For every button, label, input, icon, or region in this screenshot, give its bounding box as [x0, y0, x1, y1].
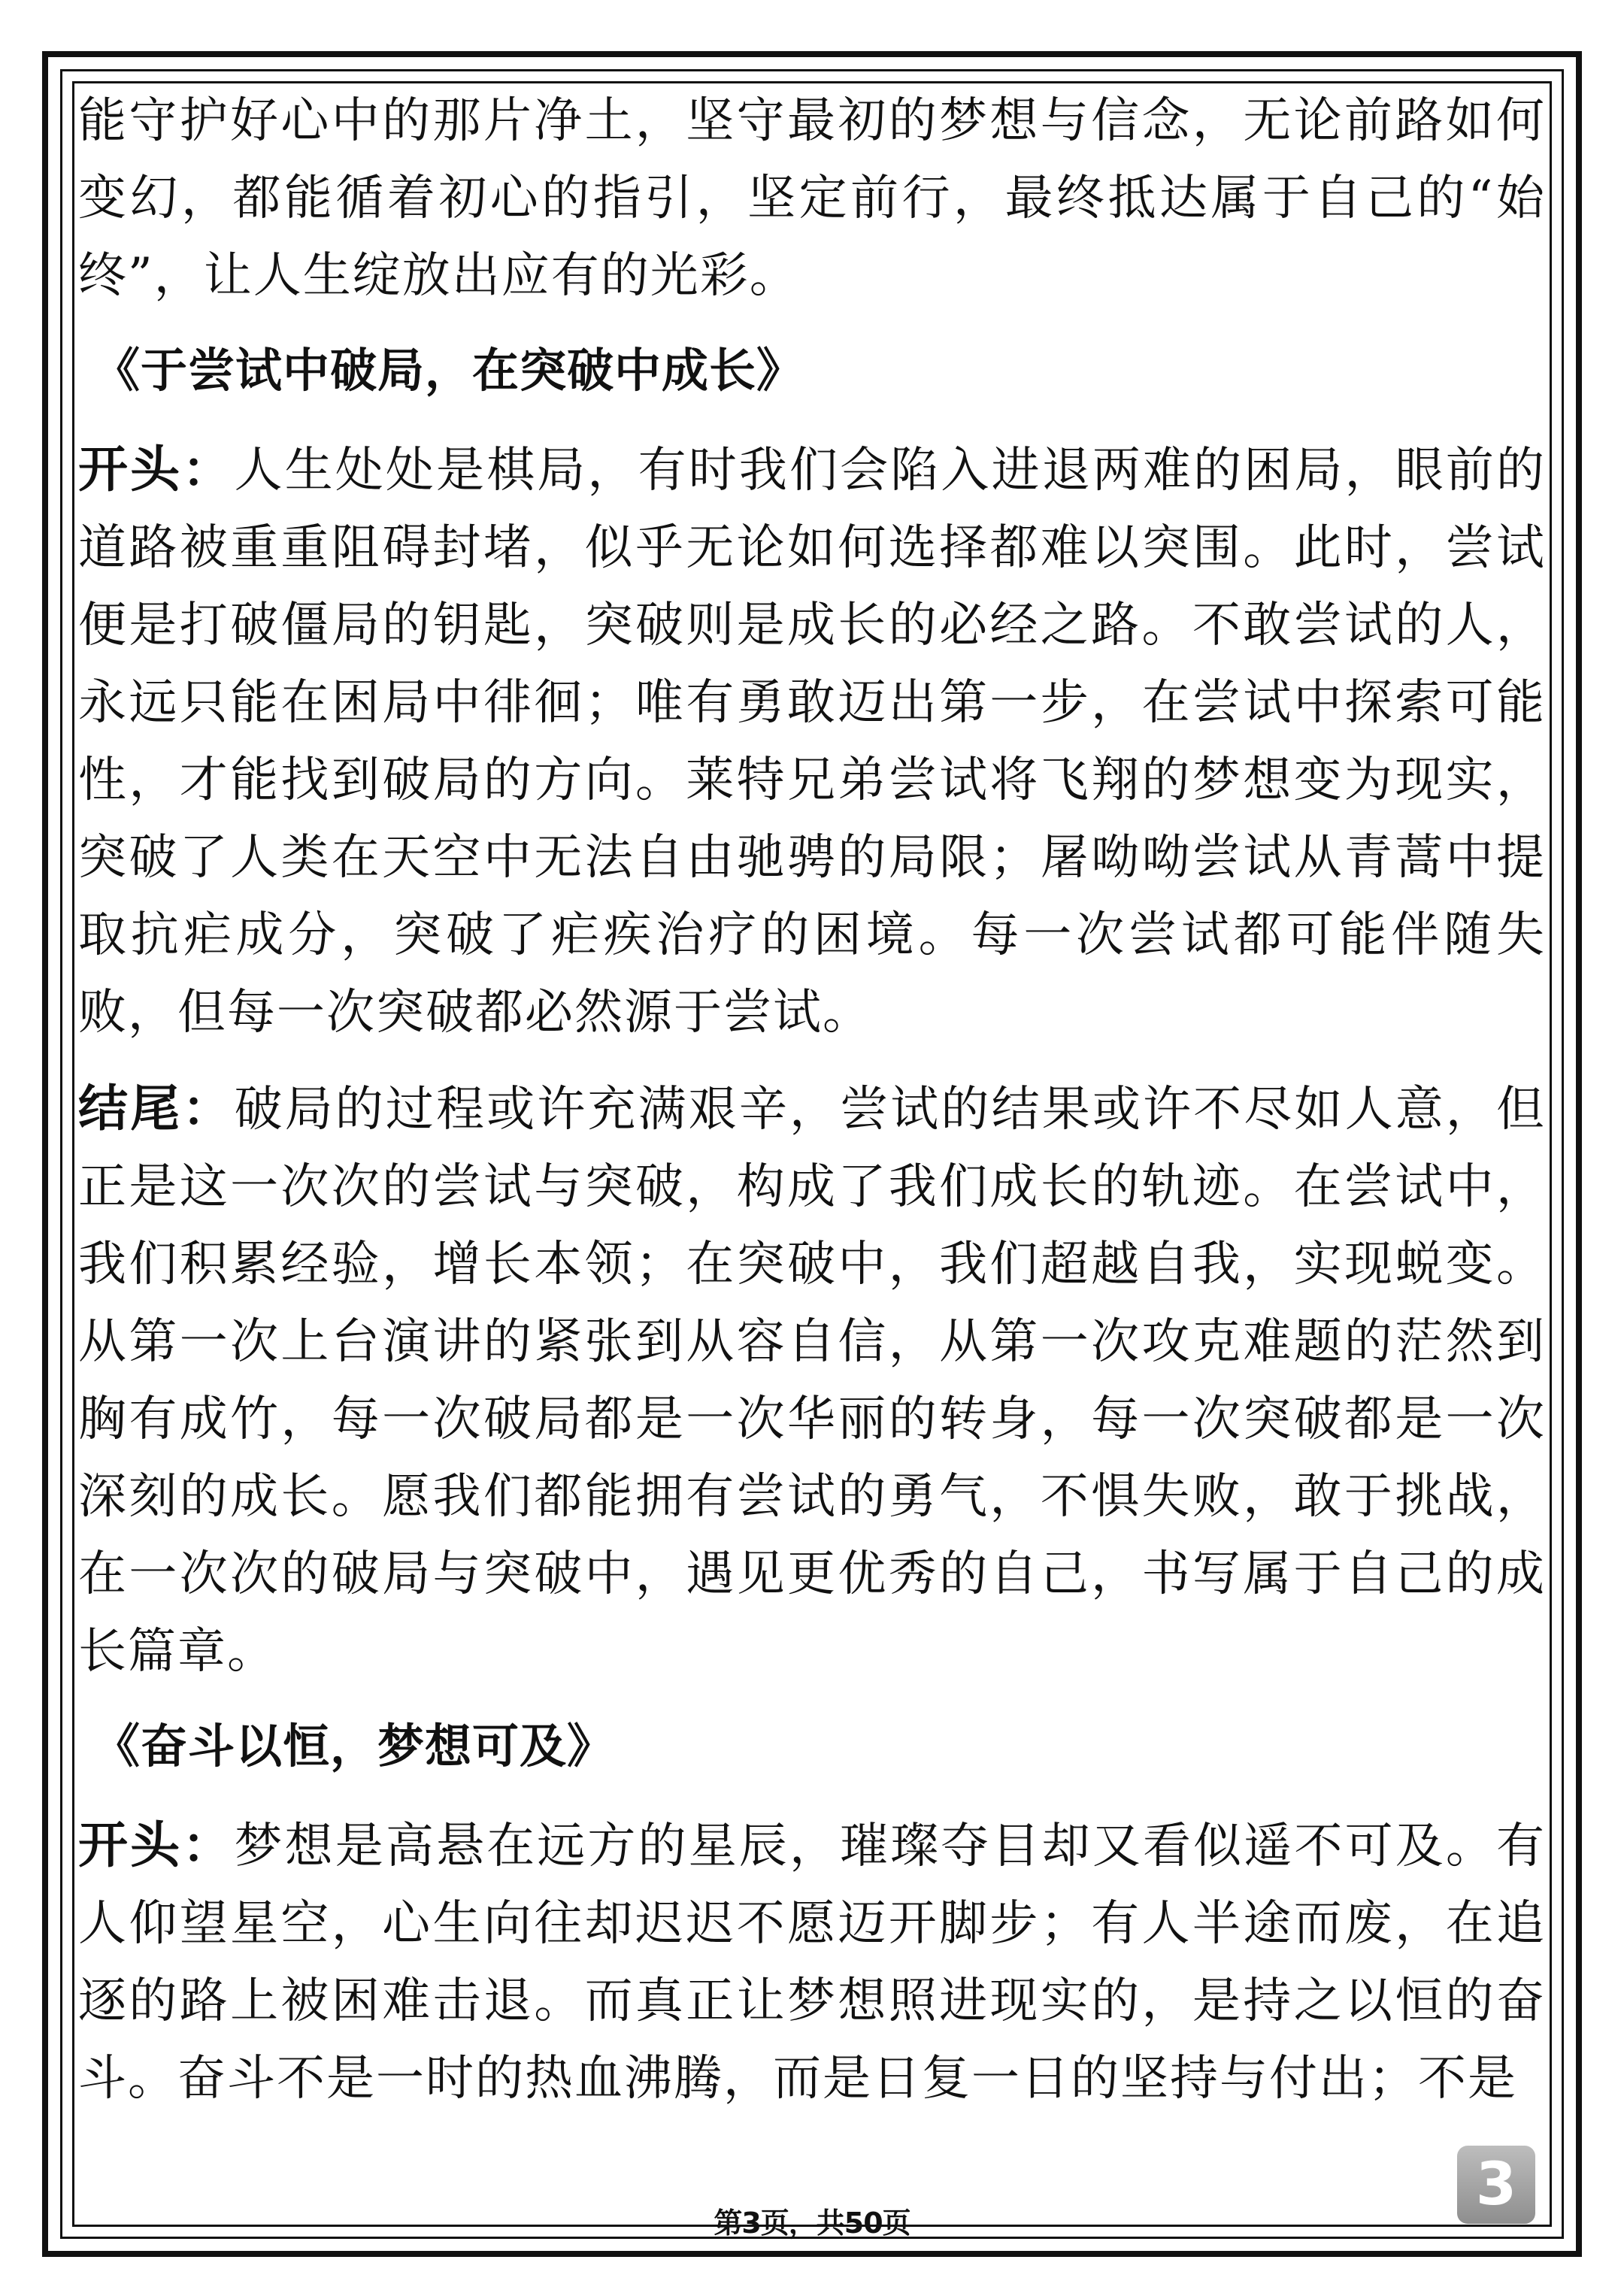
essay-title-1: 《于尝试中破局，在突破中成长》: [93, 343, 804, 398]
essay2-opening-paragraph: [78, 1807, 1546, 2118]
opening-label: 开头：: [78, 441, 235, 498]
page-footer: 第3页，共50页: [714, 2207, 910, 2240]
essay1-ending-paragraph: [78, 1070, 1546, 1691]
essay2-opening-text: 梦想是高悬在远方的星辰，璀璨夺目却又看似遥不可及。有人仰望星空，心生向往却迟迟不愿迈开脚步；有人半途而废，在追逐的路上被困难击退。而真正让梦想照进现实的，是持之以恒的奋斗。奋斗不是一时的热血沸腾，而是日复一日的坚持与付出；不是: [78, 1819, 1547, 2107]
continuation-paragraph: 能守护好心中的那片净土，坚守最初的梦想与信念，无论前路如何变幻，都能循着初心的指引，坚定前行，最终抵达属于自己的“始终”，让人生绽放出应有的光彩。: [78, 93, 1546, 304]
page-number-badge: 3: [1457, 2146, 1535, 2224]
document-body: [78, 83, 1546, 2136]
essay1-opening-paragraph: [78, 431, 1546, 1052]
ending-label: 结尾：: [78, 1080, 235, 1137]
opening-label: 开头：: [78, 1816, 235, 1874]
essay1-opening-text: 人生处处是棋局，有时我们会陷入进退两难的困局，眼前的道路被重重阻碍封堵，似乎无论如何选择都难以突围。此时，尝试便是打破僵局的钥匙，突破则是成长的必经之路。不敢尝试的人，永远只能在困局中徘徊；唯有勇敢迈出第一步，在尝试中探索可能性，才能找到破局的方向。莱特兄弟尝试将飞翔的梦想变为现实，突破了人类在天空中无法自由驰骋的局限；屠呦呦尝试从青蒿中提取抗疟成分，突破了疟疾治疗的困境。每一次尝试都可能伴随失败，但每一次突破都必然源于尝试。: [78, 443, 1547, 1040]
essay1-ending-text: 破局的过程或许充满艰辛，尝试的结果或许不尽如人意，但正是这一次次的尝试与突破，构成了我们成长的轨迹。在尝试中，我们积累经验，增长本领；在突破中，我们超越自我，实现蜕变。从第一次上台演讲的紧张到从容自信，从第一次攻克难题的茫然到胸有成竹，每一次破局都是一次华丽的转身，每一次突破都是一次深刻的成长。愿我们都能拥有尝试的勇气，不惧失败，敢于挑战，在一次次的破局与突破中，遇见更优秀的自己，书写属于自己的成长篇章。: [78, 1082, 1547, 1680]
essay-title-2: 《奋斗以恒，梦想可及》: [93, 1719, 615, 1773]
